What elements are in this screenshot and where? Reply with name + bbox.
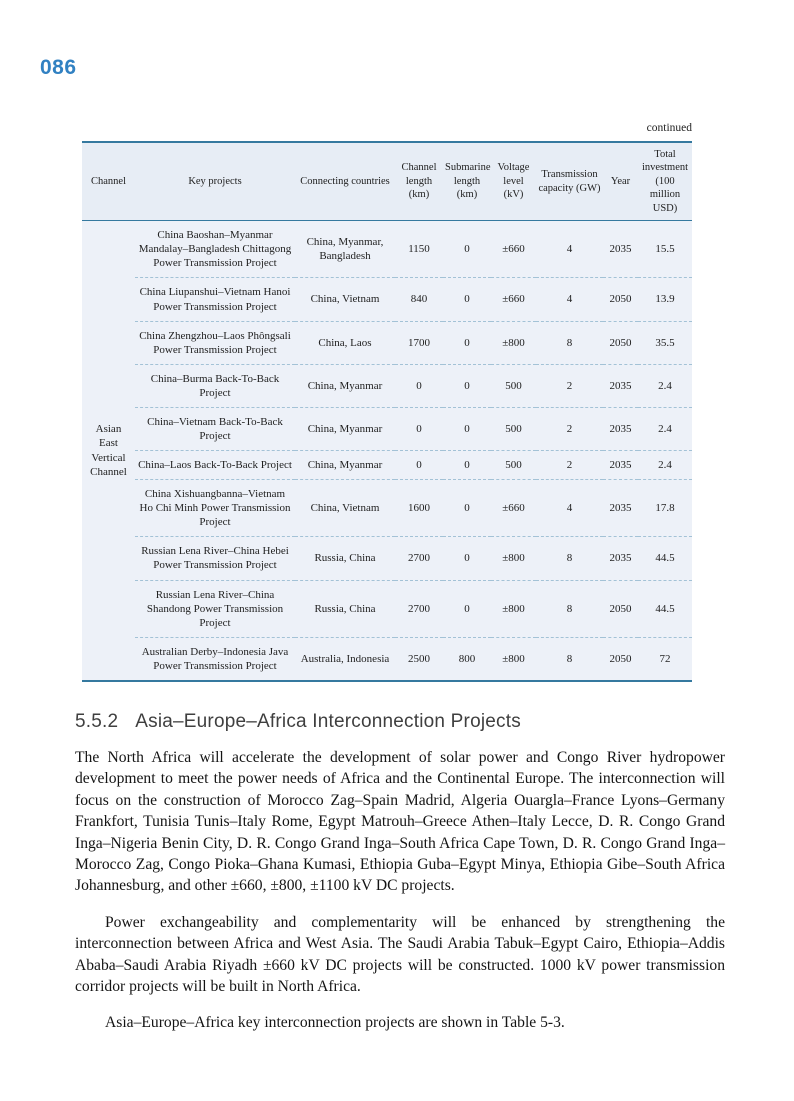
table-row [82,407,692,450]
channel-cell: Asian East Vertical Channel [82,221,135,681]
submarine-length-cell: 0 [443,278,491,321]
table-row [82,278,692,321]
voltage-level-cell: ±660 [491,480,536,537]
submarine-length-cell: 0 [443,364,491,407]
channel-length-cell: 1700 [395,321,443,364]
year-cell: 2050 [603,321,638,364]
connecting-countries-cell: Australia, Indonesia [295,637,395,681]
total-investment-cell: 44.5 [638,537,692,580]
key-project-cell: China Xishuangbanna–Vietnam Ho Chi Minh Power Transmission Project [135,480,295,537]
voltage-level-cell: ±660 [491,278,536,321]
transmission-capacity-cell: 4 [536,480,603,537]
total-investment-cell: 13.9 [638,278,692,321]
total-investment-cell: 2.4 [638,364,692,407]
submarine-length-cell: 0 [443,221,491,278]
interconnection-projects-table [82,141,692,682]
channel-length-cell: 1150 [395,221,443,278]
key-project-cell: China Zhengzhou–Laos Phôngsali Power Transmission Project [135,321,295,364]
connecting-countries-cell: China, Myanmar [295,364,395,407]
transmission-capacity-cell: 4 [536,278,603,321]
submarine-length-cell: 0 [443,321,491,364]
year-cell: 2035 [603,221,638,278]
col-header-channel: Channel [82,142,135,221]
total-investment-cell: 17.8 [638,480,692,537]
transmission-capacity-cell: 2 [536,364,603,407]
channel-length-cell: 2700 [395,580,443,637]
voltage-level-cell: 500 [491,451,536,480]
table-row [82,451,692,480]
channel-length-cell: 2700 [395,537,443,580]
section-title: Asia–Europe–Africa Interconnection Projects [135,710,521,732]
year-cell: 2035 [603,480,638,537]
paragraph-3: Asia–Europe–Africa key interconnection projects are shown in Table 5-3. [105,1014,565,1032]
year-cell: 2035 [603,407,638,450]
year-cell: 2035 [603,451,638,480]
section-heading [75,711,725,733]
total-investment-cell: 15.5 [638,221,692,278]
connecting-countries-cell: China, Myanmar [295,407,395,450]
total-investment-cell: 2.4 [638,451,692,480]
section-number: 5.5.2 [75,710,119,732]
channel-length-cell: 2500 [395,637,443,681]
key-project-cell: Russian Lena River–China Hebei Power Transmission Project [135,537,295,580]
key-project-cell: China Liupanshui–Vietnam Hanoi Power Transmission Project [135,278,295,321]
total-investment-cell: 2.4 [638,407,692,450]
table-body [82,221,692,681]
table-header [82,142,692,221]
transmission-capacity-cell: 8 [536,580,603,637]
table-header-row [82,142,692,221]
key-project-cell: Russian Lena River–China Shandong Power Transmission Project [135,580,295,637]
voltage-level-cell: ±660 [491,221,536,278]
total-investment-cell: 35.5 [638,321,692,364]
paragraph-2: Power exchangeability and complementarity will be enhanced by strengthening the interconnection between Africa and West Asia. The Saudi Arabia Tabuk–Egypt Cairo, Ethiopia–Addis Ababa–Saudi Arabia Riyadh ±660 kV DC projects will be constructed. 1000 kV power transmission corridor projects will be built in North Africa. [75,913,725,995]
transmission-capacity-cell: 8 [536,321,603,364]
voltage-level-cell: ±800 [491,321,536,364]
table-row [82,480,692,537]
total-investment-cell: 72 [638,637,692,681]
total-investment-cell: 44.5 [638,580,692,637]
channel-length-cell: 1600 [395,480,443,537]
col-header-channel-length: Channel length (km) [395,142,443,221]
col-header-total-investment: Total investment (100 million USD) [638,142,692,221]
transmission-capacity-cell: 8 [536,537,603,580]
key-project-cell: China–Laos Back-To-Back Project [135,451,295,480]
table-continued-label: continued [646,122,692,134]
table-row [82,364,692,407]
connecting-countries-cell: Russia, China [295,580,395,637]
paragraph-1: The North Africa will accelerate the development of solar power and Congo River hydropower development to meet the power needs of Africa and the Continental Europe. The interconnection will focus on the construction of Morocco Zag–Spain Madrid, Algeria Ouargla–France Lyons–Germany Frankfort, Tunisia Tunis–Italy Rome, Egypt Matrouh–Greece Athen–Italy Lecce, D. R. Congo Grand Inga–Nigeria Benin City, D. R. Congo Grand Inga–South Africa Cape Town, D. R. Congo Grand Inga–Morocco Zag, Congo Pioka–Ghana Kumasi, Ethiopia Guba–Egypt Minya, Ethiopia Gibe–South Africa Johannesburg, and other ±660, ±800, ±1100 kV DC projects. [75,748,725,895]
connecting-countries-cell: Russia, China [295,537,395,580]
year-cell: 2050 [603,580,638,637]
submarine-length-cell: 0 [443,580,491,637]
voltage-level-cell: ±800 [491,580,536,637]
submarine-length-cell: 800 [443,637,491,681]
col-header-transmission-capacity: Transmission capacity (GW) [536,142,603,221]
connecting-countries-cell: China, Laos [295,321,395,364]
channel-length-cell: 0 [395,407,443,450]
channel-length-cell: 840 [395,278,443,321]
submarine-length-cell: 0 [443,451,491,480]
year-cell: 2035 [603,364,638,407]
transmission-capacity-cell: 2 [536,451,603,480]
transmission-capacity-cell: 2 [536,407,603,450]
transmission-capacity-cell: 4 [536,221,603,278]
key-project-cell: China–Vietnam Back-To-Back Project [135,407,295,450]
table-row [82,321,692,364]
voltage-level-cell: 500 [491,407,536,450]
table-row [82,221,692,278]
voltage-level-cell: 500 [491,364,536,407]
connecting-countries-cell: China, Myanmar, Bangladesh [295,221,395,278]
connecting-countries-cell: China, Myanmar [295,451,395,480]
key-project-cell: China–Burma Back-To-Back Project [135,364,295,407]
page-number: 086 [40,56,77,79]
voltage-level-cell: ±800 [491,637,536,681]
connecting-countries-cell: China, Vietnam [295,278,395,321]
year-cell: 2050 [603,278,638,321]
col-header-voltage-level: Voltage level (kV) [491,142,536,221]
col-header-key-projects: Key projects [135,142,295,221]
col-header-connecting-countries: Connecting countries [295,142,395,221]
voltage-level-cell: ±800 [491,537,536,580]
page-content [75,0,725,1034]
year-cell: 2035 [603,537,638,580]
table-row [82,537,692,580]
col-header-submarine-length: Submarine length (km) [443,142,491,221]
col-header-year: Year [603,142,638,221]
channel-length-cell: 0 [395,364,443,407]
channel-length-cell: 0 [395,451,443,480]
submarine-length-cell: 0 [443,407,491,450]
table-row [82,580,692,637]
key-project-cell: China Baoshan–Myanmar Mandalay–Bangladesh Chittagong Power Transmission Project [135,221,295,278]
transmission-capacity-cell: 8 [536,637,603,681]
connecting-countries-cell: China, Vietnam [295,480,395,537]
year-cell: 2050 [603,637,638,681]
key-project-cell: Australian Derby–Indonesia Java Power Transmission Project [135,637,295,681]
table-row [82,637,692,681]
submarine-length-cell: 0 [443,537,491,580]
submarine-length-cell: 0 [443,480,491,537]
